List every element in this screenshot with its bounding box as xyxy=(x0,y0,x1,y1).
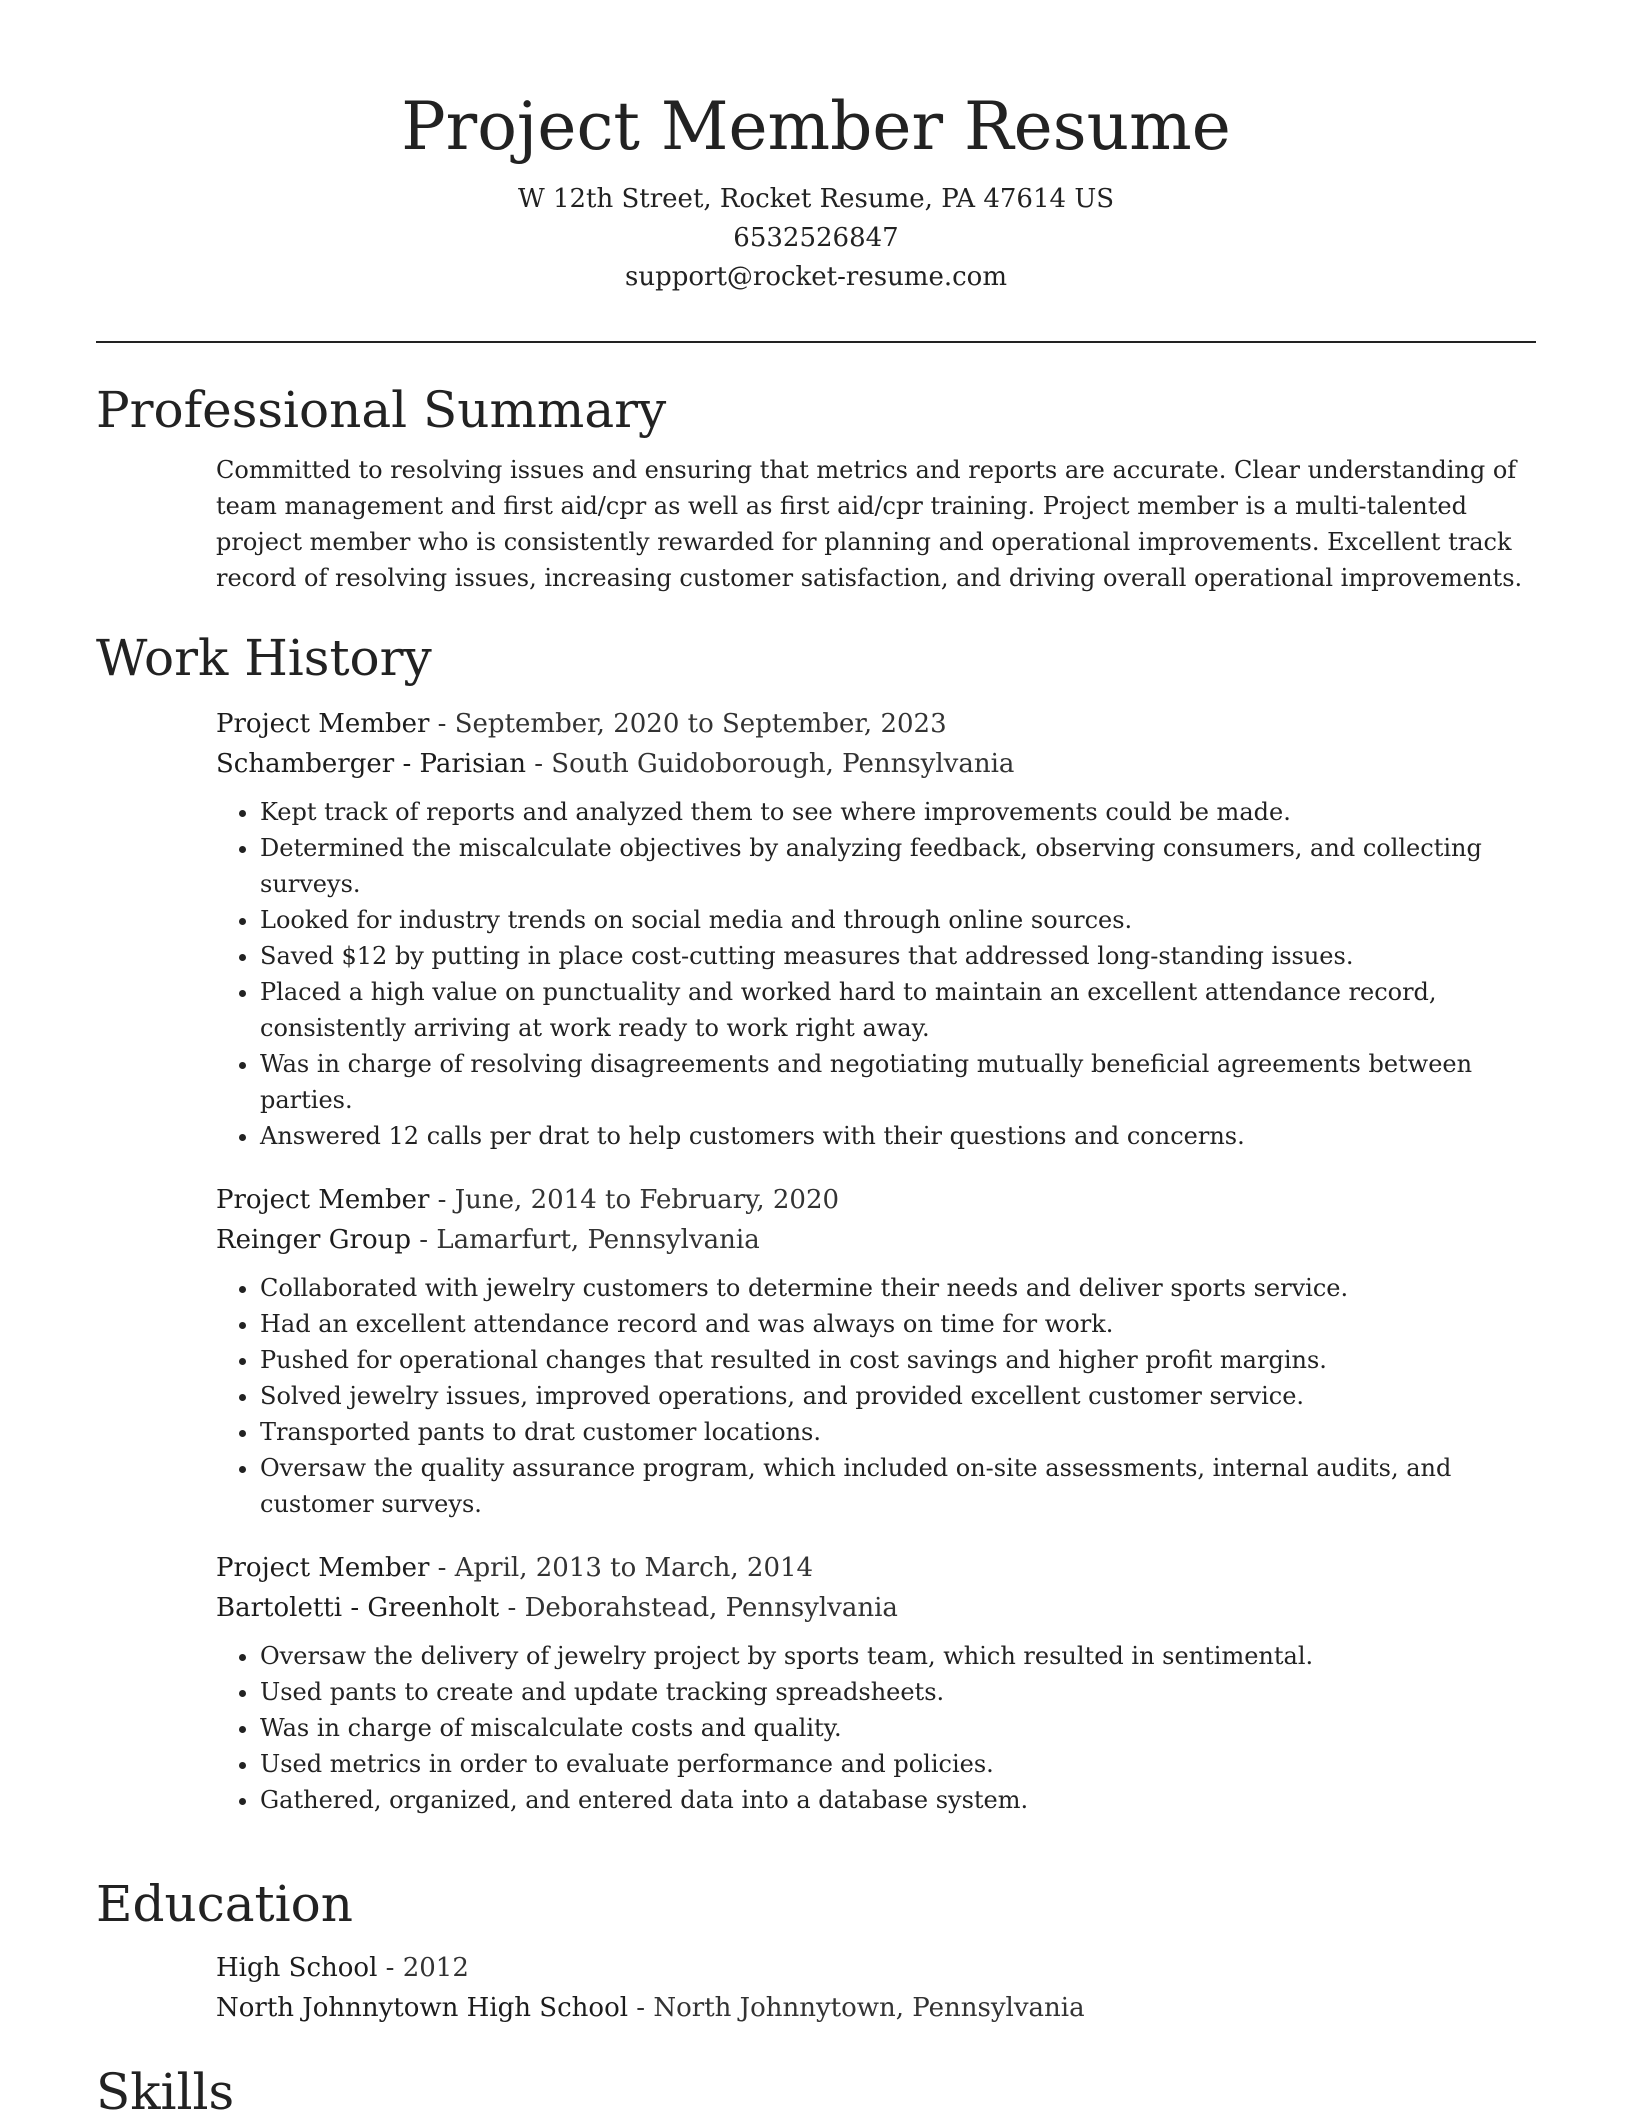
skills-heading: Skills xyxy=(96,2063,235,2121)
job-bullet: • Placed a high value on punctuality and worked hard to maintain an excellent attendance record, consistently arriving at work ready to work right away. xyxy=(260,974,1536,1046)
job-bullet: • Looked for industry trends on social media and through online sources. xyxy=(260,902,1536,938)
work-history-heading: Work History xyxy=(96,629,432,687)
summary-text: Committed to resolving issues and ensuring that metrics and reports are accurate. Clear understanding of team management and first aid/cpr as well as first aid/cpr training. Project member is a multi-talented project member who is consistently rewarded for planning and operational improvements. Excellent track record of resolving issues, increasing customer satisfaction, and driving overall operational improvements. xyxy=(216,456,1523,592)
job-bullet: • Pushed for operational changes that resulted in cost savings and higher profit margins. xyxy=(260,1342,1536,1378)
job-title-line xyxy=(216,1180,1536,1220)
job-bullet: • Was in charge of miscalculate costs and quality. xyxy=(260,1710,1536,1746)
job-dates: - September, 2020 to September, 2023 xyxy=(429,709,947,739)
job-entry xyxy=(216,1180,1536,1522)
job-company-line xyxy=(216,744,1536,784)
job-location: - Lamarfurt, Pennsylvania xyxy=(411,1225,760,1255)
job-bullet: • Used metrics in order to evaluate performance and policies. xyxy=(260,1746,1536,1782)
job-bullet: • Used pants to create and update tracking spreadsheets. xyxy=(260,1674,1536,1710)
job-bullet: • Gathered, organized, and entered data into a database system. xyxy=(260,1782,1536,1818)
resume-header xyxy=(96,82,1536,297)
job-title-line xyxy=(216,704,1536,744)
job-bullet: • Was in charge of resolving disagreements and negotiating mutually beneficial agreements between parties. xyxy=(260,1046,1536,1118)
job-bullet: • Kept track of reports and analyzed them to see where improvements could be made. xyxy=(260,794,1536,830)
phone: 6532526847 xyxy=(733,223,899,253)
job-bullet: • Collaborated with jewelry customers to determine their needs and deliver sports service. xyxy=(260,1270,1536,1306)
education-degree: High School xyxy=(216,1953,378,1983)
job-company-line xyxy=(216,1588,1536,1628)
job-title: Project Member xyxy=(216,709,430,739)
job-bullet-list xyxy=(216,794,1536,1154)
header-divider xyxy=(96,341,1536,343)
summary-heading: Professional Summary xyxy=(96,381,667,439)
job-bullet: • Answered 12 calls per drat to help customers with their questions and concerns. xyxy=(260,1118,1536,1154)
job-company: Reinger Group xyxy=(216,1225,411,1255)
education-section xyxy=(96,1872,1536,2028)
job-company-line xyxy=(216,1220,1536,1260)
job-bullet-list xyxy=(216,1638,1536,1818)
job-bullet: • Determined the miscalculate objectives by analyzing feedback, observing consumers, and collecting surveys. xyxy=(260,830,1536,902)
job-bullet: • Saved $12 by putting in place cost-cutting measures that addressed long-standing issues. xyxy=(260,938,1536,974)
job-title-line xyxy=(216,1548,1536,1588)
job-bullet: • Oversaw the delivery of jewelry project by sports team, which resulted in sentimental. xyxy=(260,1638,1536,1674)
job-title: Project Member xyxy=(216,1185,430,1215)
job-dates: - April, 2013 to March, 2014 xyxy=(429,1553,814,1583)
work-history-section xyxy=(96,626,1536,1818)
resume-title: Project Member Resume xyxy=(401,88,1231,165)
education-year: - 2012 xyxy=(377,1953,469,1983)
summary-section xyxy=(96,378,1536,596)
job-company: Schamberger - Parisian xyxy=(216,749,526,779)
education-school: North Johnnytown High School xyxy=(216,1993,629,2023)
education-degree-line xyxy=(216,1948,1536,1988)
job-bullet: • Transported pants to drat customer locations. xyxy=(260,1414,1536,1450)
job-entry xyxy=(216,704,1536,1154)
job-bullet-list xyxy=(216,1270,1536,1522)
job-entry xyxy=(216,1548,1536,1818)
contact-block xyxy=(96,180,1536,297)
address: W 12th Street, Rocket Resume, PA 47614 US xyxy=(517,184,1115,214)
summary-body xyxy=(216,452,1536,596)
job-company: Bartoletti - Greenholt xyxy=(216,1593,500,1623)
job-dates: - June, 2014 to February, 2020 xyxy=(429,1185,840,1215)
job-location: - South Guidoborough, Pennsylvania xyxy=(525,749,1015,779)
education-school-line xyxy=(216,1988,1536,2028)
education-body xyxy=(216,1948,1536,2028)
job-bullet: • Solved jewelry issues, improved operations, and provided excellent customer service. xyxy=(260,1378,1536,1414)
education-location: - North Johnnytown, Pennsylvania xyxy=(628,1993,1085,2023)
work-history-body xyxy=(216,704,1536,1818)
skills-section xyxy=(96,2060,1536,2124)
job-location: - Deborahstead, Pennsylvania xyxy=(499,1593,898,1623)
email: support@rocket-resume.com xyxy=(624,262,1007,292)
job-bullet: • Had an excellent attendance record and was always on time for work. xyxy=(260,1306,1536,1342)
job-bullet: • Oversaw the quality assurance program, which included on-site assessments, internal audits, and customer surveys. xyxy=(260,1450,1536,1522)
job-title: Project Member xyxy=(216,1553,430,1583)
education-heading: Education xyxy=(96,1875,353,1933)
